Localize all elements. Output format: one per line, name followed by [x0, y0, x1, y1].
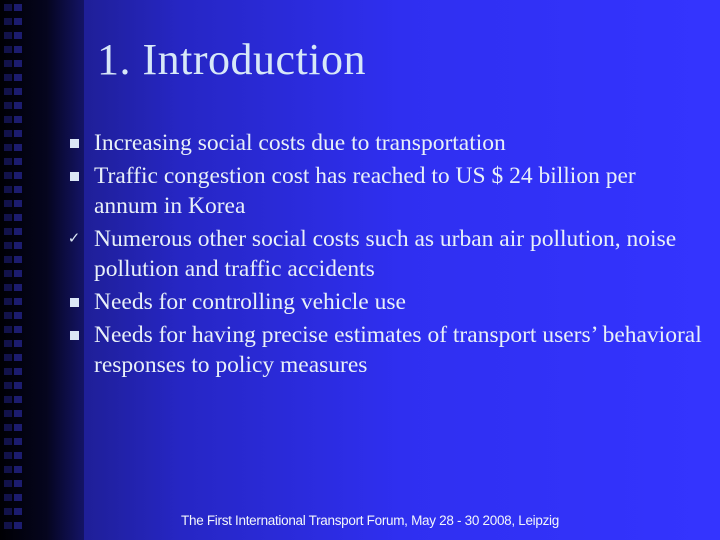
- square-bullet-icon: [64, 287, 84, 318]
- bullet-item: [64, 128, 704, 158]
- checkmark-icon: ✓: [67, 231, 81, 247]
- bullet-text: Increasing social costs due to transportation: [94, 130, 506, 156]
- bullet-item: [64, 161, 704, 221]
- bullet-item: [64, 224, 704, 284]
- slide-title: 1. Introduction: [97, 35, 367, 84]
- square-bullet-icon: [64, 128, 84, 159]
- square-bullet-icon: [64, 161, 84, 192]
- bullet-text: Needs for controlling vehicle use: [94, 289, 406, 315]
- decorative-squares: [4, 4, 12, 534]
- slide-footer: The First International Transport Forum, May 28 - 30 2008, Leipzig: [181, 513, 559, 528]
- bullet-item: [64, 320, 704, 380]
- square-bullet-icon: [64, 320, 84, 351]
- decorative-squares: [14, 4, 22, 534]
- bullet-list: [64, 128, 704, 383]
- bullet-text: Numerous other social costs such as urban air pollution, noise pollution and traffic accidents: [94, 226, 677, 282]
- bullet-item: [64, 287, 704, 317]
- bullet-text: Traffic congestion cost has reached to US $ 24 billion per annum in Korea: [94, 163, 636, 219]
- bullet-text: Needs for having precise estimates of transport users’ behavioral responses to policy measures: [94, 322, 702, 378]
